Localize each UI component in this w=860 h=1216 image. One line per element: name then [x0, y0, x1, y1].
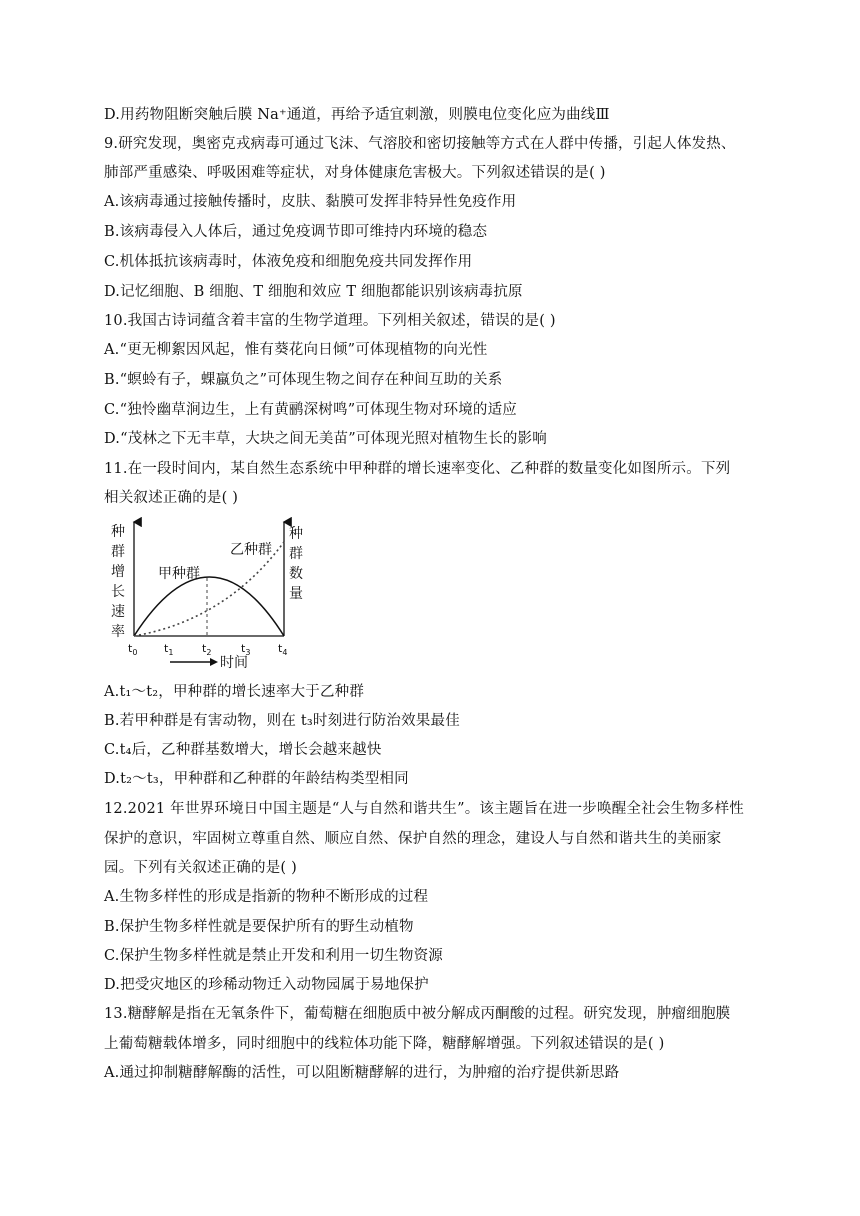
axis-char: 种	[289, 526, 303, 542]
option-d: D.t₂～t₃，甲种群和乙种群的年龄结构类型相同	[104, 771, 409, 787]
option-a: A.t₁～t₂，甲种群的增长速率大于乙种群	[104, 684, 365, 700]
axis-char: 数	[289, 566, 303, 582]
axis-char: 增	[111, 564, 125, 580]
option-c: C.保护生物多样性就是禁止开发和利用一切生物资源	[104, 948, 443, 964]
option-b: B.保护生物多样性就是要保护所有的野生动植物	[104, 919, 414, 935]
option-d: D.“茂林之下无丰草，大块之间无美苗”可体现光照对植物生长的影响	[104, 431, 547, 447]
option-b: B.该病毒侵入人体后，通过免疫调节即可维持内环境的稳态	[104, 224, 488, 240]
option-c: C.“独怜幽草涧边生，上有黄鹂深树鸣”可体现生物对环境的适应	[104, 402, 518, 418]
option-d: D.把受灾地区的珍稀动物迁入动物园属于易地保护	[104, 977, 429, 993]
option-a: A.通过抑制糖酵解酶的活性，可以阻断糖酵解的进行，为肿瘤的治疗提供新思路	[104, 1065, 620, 1081]
option-c: C.t₄后，乙种群基数增大，增长会越来越快	[104, 742, 382, 758]
right-axis-label	[289, 526, 303, 602]
curve-a-label: 甲种群	[158, 566, 200, 582]
question-9-line-2: 肺部严重感染、呼吸困难等症状，对身体健康危害极大。下列叙述错误的是( )	[104, 165, 606, 181]
option-c: C.机体抵抗该病毒时，体液免疫和细胞免疫共同发挥作用	[104, 254, 473, 270]
axis-char: 群	[111, 544, 125, 560]
axis-char: 长	[111, 584, 125, 600]
time-arrow-head	[210, 658, 218, 666]
axis-char: 群	[289, 546, 303, 562]
question-11-line-1: 11.在一段时间内，某自然生态系统中甲种群的增长速率变化、乙种群的数量变化如图所示。下列	[104, 461, 731, 477]
question-10-line-1: 10.我国古诗词蕴含着丰富的生物学道理。下列相关叙述，错误的是( )	[104, 313, 556, 329]
question-11-line-2: 相关叙述正确的是( )	[104, 490, 239, 506]
tick-t0: $t_0$	[128, 642, 138, 657]
tick-t3: $t_3$	[241, 642, 251, 657]
axis-char: 种	[111, 524, 125, 540]
curve-species-a	[134, 577, 284, 636]
option-b: B.“螟蛉有子，蜾蠃负之”可体现生物之间存在种间互助的关系	[104, 372, 503, 388]
figure-svg	[106, 520, 318, 672]
tick-t4: $t_4$	[278, 642, 288, 657]
population-growth-figure	[106, 520, 318, 672]
question-12-line-1: 12.2021 年世界环境日中国主题是“人与自然和谐共生”。该主题旨在进一步唤醒全社会生物多样性	[104, 801, 744, 817]
option-a: A.“更无柳絮因风起，惟有葵花向日倾”可体现植物的向光性	[104, 342, 488, 358]
x-axis-label: 时间	[220, 655, 248, 671]
axis-char: 率	[111, 624, 125, 640]
option-a: A.该病毒通过接触传播时，皮肤、黏膜可发挥非特异性免疫作用	[104, 194, 517, 210]
axis-char: 量	[289, 586, 303, 602]
question-13-line-1: 13.糖酵解是指在无氧条件下，葡萄糖在细胞质中被分解成丙酮酸的过程。研究发现，肿瘤细胞膜	[104, 1006, 731, 1022]
option-d: D.记忆细胞、B 细胞、T 细胞和效应 T 细胞都能识别该病毒抗原	[104, 284, 523, 300]
question-12-line-2: 保护的意识，牢固树立尊重自然、顺应自然、保护自然的理念，建设人与自然和谐共生的美丽家	[104, 831, 722, 847]
curve-b-label: 乙种群	[230, 542, 272, 558]
tick-t2: $t_2$	[202, 642, 212, 657]
option-b: B.若甲种群是有害动物，则在 t₃时刻进行防治效果最佳	[104, 713, 460, 729]
axis-char: 速	[111, 604, 125, 620]
tick-t1: $t_1$	[164, 642, 174, 657]
left-axis-label	[111, 524, 125, 640]
tick-labels	[128, 642, 287, 657]
question-9-line-1: 9.研究发现，奥密克戎病毒可通过飞沫、气溶胶和密切接触等方式在人群中传播，引起人体发热、	[104, 136, 736, 152]
option-a: A.生物多样性的形成是指新的物种不断形成的过程	[104, 889, 429, 905]
question-12-line-3: 园。下列有关叙述正确的是( )	[104, 860, 297, 876]
text-line: D.用药物阻断突触后膜 Na⁺通道，再给予适宜刺激，则膜电位变化应为曲线Ⅲ	[104, 107, 610, 123]
question-13-line-2: 上葡萄糖载体增多，同时细胞中的线粒体功能下降，糖酵解增强。下列叙述错误的是( )	[104, 1036, 665, 1052]
